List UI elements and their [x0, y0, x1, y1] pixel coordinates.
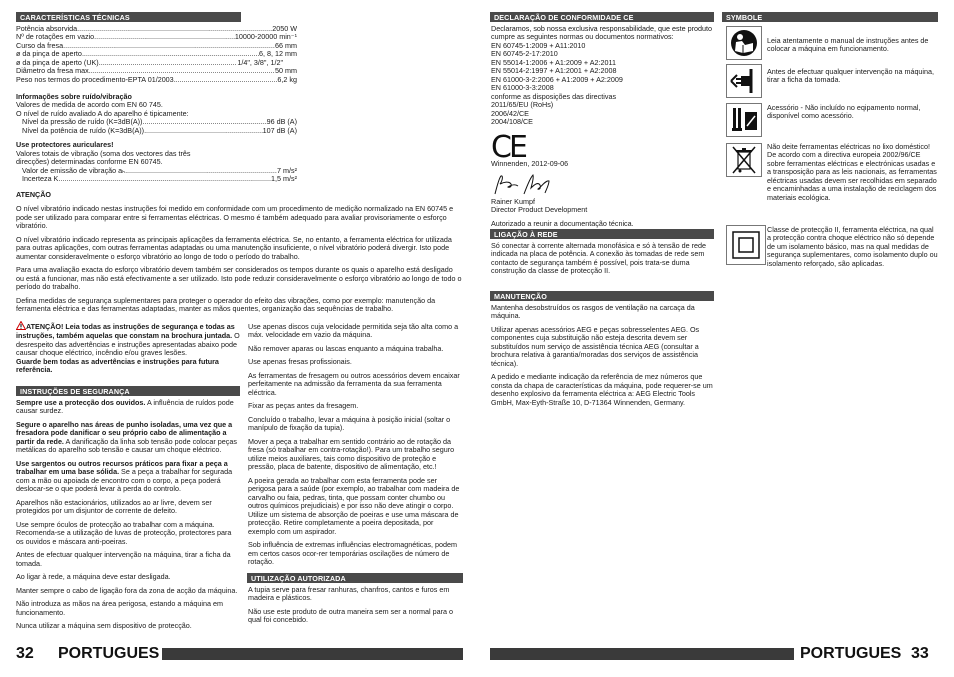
- page-number-left: 32: [16, 645, 34, 662]
- authorized-use-header: UTILIZAÇÃO AUTORIZADA: [247, 573, 463, 583]
- safety-item: As ferramentas de fresagem ou outros acessórios devem encaixar perfeitamente na admissão da ferramenta da sua ferramenta eléctrica.: [248, 370, 460, 397]
- language-label-right: PORTUGUES: [800, 645, 902, 662]
- mains-connection-text: [491, 242, 713, 281]
- vibration-intro: Valores totais de vibração (soma dos vectores das três direcções) determinadas conforme EN 60745.: [16, 148, 191, 167]
- ce-norm: EN 60745-2-17:2010: [491, 49, 558, 59]
- safety-item: Aparelhos não estacionários, utilizados ao ar livre, devem ser protegidos por um disjuntor de corrente de defeito.: [16, 497, 212, 516]
- vibration-row: Valor de emissão de vibração aₕ ..... 7 m/s²: [16, 167, 297, 175]
- ce-norm: EN 55014-2:1997 + A1:2001 + A2:2008: [491, 66, 617, 76]
- ce-norm: EN 55014-1:2006 + A1:2009 + A2:2011: [491, 57, 616, 67]
- footer-bar-left: [162, 648, 463, 660]
- warning-block: [16, 321, 240, 380]
- unplug-icon: [726, 64, 762, 98]
- read-manual-icon: [726, 26, 762, 60]
- spec-row: Curso da fresa ..... 66 mm: [16, 42, 297, 50]
- vibration-row: Incerteza K ..... 1,5 m/s²: [16, 175, 297, 183]
- atencao-paragraph: O nível vibratório indicado nestas instruções foi medido em conformidade com um procedimento de medição normalizado na EN 60745 e pode ser utilizado para comparar entre si ferramentas eléctricas. O mesmo é também adequado para avaliar provisoriamente o esforço vibratório.: [16, 204, 454, 231]
- safety-item: Nunca utilizar a máquina sem dispositivo de protecção.: [16, 621, 192, 631]
- safety-list: [16, 399, 240, 636]
- safety-item: Segure o aparelho nas áreas de punho isoladas, uma vez que a fresadora pode danificar o seu próprio cabo de alimentação a partir da rede. A danificação da linha sob tensão pode colocar peças metálicas do aparelho sob tensão e causar um choque eléctrico.: [16, 419, 237, 455]
- safety-item: Ao ligar à rede, a máquina deve estar desligada.: [16, 572, 171, 582]
- signer-title: Director Product Development: [491, 205, 588, 215]
- footer-bar-right: [490, 648, 794, 660]
- spec-row: ø da pinça de aperto ..... 6, 8, 12 mm: [16, 50, 297, 58]
- atencao-title: ATENÇÃO: [16, 190, 52, 199]
- noise-vibration-block: [16, 93, 297, 184]
- symbol-description: Antes de efectuar qualquer intervenção na máquina, tirar a ficha da tomada.: [767, 67, 935, 85]
- signer-name: Rainer Kumpf: [491, 197, 535, 206]
- signature-icon: [491, 172, 586, 198]
- symbol-description: Classe de protecção II, ferramenta eléctrica, na qual a protecção contra choque eléctrico não só depende de um isolamento básico, mas na qual medidas de segurança suplementares, como isolamento duplo ou isolamento reforçado, são aplicadas.: [767, 225, 938, 268]
- warning-text: ATENÇÃO! Leia todas as instruções de segurança e todas as instruções, também aquelas que constam na brochura juntada. O desrespeito das advertências e instruções apresentadas abaixo pode causar choque eléctrico, incêndio e/ou graves lesões.: [16, 322, 240, 358]
- maintenance-header: MANUTENÇÃO: [490, 291, 714, 301]
- safety-item: Use apenas discos cuja velocidade permitida seja tão alta como a máx. velocidade em vazio da máquina.: [248, 322, 459, 340]
- safety-item: Antes de efectuar qualquer intervenção na máquina, tirar a ficha da tomada.: [16, 550, 231, 568]
- noise-row: Nível da pressão de ruído (K=3dB(A)) ..... 96 dB (A): [16, 118, 297, 126]
- symbol-description: Acessório - Não incluído no eqipamento normal, disponível como acessório.: [767, 103, 921, 121]
- warning-keep: Guarde bem todas as advertências e instruções para futura referência.: [16, 356, 219, 375]
- safety-header: INSTRUÇÕES DE SEGURANÇA: [16, 386, 240, 396]
- spec-row: Peso nos termos do procedimento-EPTA 01/2003 ..... 6,2 kg: [16, 76, 297, 84]
- noise-row: Nível da potência de ruído (K=3dB(A)) ..... 107 dB (A): [16, 127, 297, 135]
- authorized-use-paragraph: A tupia serve para fresar ranhuras, chanfros, cantos e furos em madeira e plásticos.: [248, 585, 450, 603]
- spec-row: ø da pinça de aperto (UK) ..... 1/4", 3/8", 1/2": [16, 59, 283, 67]
- safety-item: Sempre use a protecção dos ouvidos. A influência de ruídos pode causar surdez.: [16, 398, 234, 416]
- safety-item: Use sargentos ou outros recursos práticos para fixar a peça a trabalhar em uma base sólida. Se a peça a trabalhar for segurada com a mão ou apoiada de encontro com o corpo, a peça poderá deslocar-se o que poderá levar à perda do controlo.: [16, 458, 233, 494]
- safety-list-continued: [248, 323, 462, 572]
- ce-norm: EN 60745-1:2009 + A11:2010: [491, 40, 586, 50]
- ce-norm: 2011/65/EU (RoHs): [491, 100, 554, 110]
- ce-norm: EN 61000-3-3:2008: [491, 83, 554, 93]
- ce-norm: EN 61000-3-2:2006 + A1:2009 + A2:2009: [491, 74, 623, 84]
- safety-item: A poeira gerada ao trabalhar com esta ferramenta pode ser perigosa para a saúde (por exemplo, ao trabalhar com madeira de carvalho ou faia, pedras, tinta, que possam conter chumbo ou outros químicos prejudiciais) e por isso não deve atingir o corpo. Utilize um sistema de absorção de poeiras e use uma máscara de protecção. Retire completamente a poeira depositada, por exemplo com um aspirador.: [248, 475, 460, 536]
- safety-item: Manter sempre o cabo de ligação fora da zona de acção da máquina.: [16, 585, 238, 595]
- spec-row: Potência absorvida ..... 2050 W: [16, 25, 297, 33]
- accessory-icon: [726, 103, 762, 137]
- safety-item: Use sempre óculos de protecção ao trabalhar com a máquina. Recomenda-se a utilização de luvas de protecção, protectores para os ouvidos e máscara anti-poeiras.: [16, 519, 232, 546]
- signer-block: [491, 198, 713, 228]
- noise-intro: Valores de medida de acordo com EN 60 745.: [16, 100, 163, 110]
- noise-title: Informações sobre ruído/vibração: [16, 92, 132, 101]
- ce-norm: 2006/42/CE: [491, 108, 529, 118]
- ce-intro: Declaramos, sob nossa exclusiva responsabilidade, que este produto cumpre as seguintes normas ou documentos normativos:: [491, 24, 712, 42]
- ce-declaration-header: DECLARAÇÃO DE CONFORMIDADE CE: [490, 12, 714, 22]
- mains-connection-header: LIGAÇÃO À REDE: [490, 229, 714, 239]
- safety-item: Use apenas fresas profissionais.: [248, 357, 352, 367]
- symbol-description: Não deite ferramentas eléctricas no lixo doméstico! De acordo com a directiva europeia 2002/96/CE sobre ferramentas eléctricas e electrónicas usadas e a transposição para as leis nacionais, as ferramentas eléctricas usadas devem ser recolhidas em separado e encaminhadas a uma instalação de reciclagem dos materiais ecológica.: [767, 142, 937, 202]
- ce-declaration-text: [491, 25, 713, 127]
- safety-item: Não introduza as mãos na área perigosa, estando a máquina em funcionamento.: [16, 599, 223, 617]
- spec-row: Diâmetro da fresa max. ..... 50 mm: [16, 67, 297, 75]
- safety-item: Fixar as peças antes da fresagem.: [248, 401, 359, 411]
- symbol-description: Leia atentamente o manual de instruções antes de colocar a máquina em funcionamento.: [767, 36, 929, 54]
- signer-authorization: Autorizado a reunir a documentação técnica.: [491, 218, 634, 228]
- maintenance-text: [491, 304, 713, 412]
- language-label-left: PORTUGUES: [58, 645, 160, 662]
- safety-item: Não remover aparas ou lascas enquanto a máquina trabalha.: [248, 343, 444, 353]
- maintenance-paragraph: Utilizar apenas acessórios AEG e peças sobresselentes AEG. Os componentes cuja substituição não esteja descrita devem ser substituídos num serviço de assistência técnica AEG (consultar a brochura relativa à garantia/moradas dos serviços de assistência técnica).: [491, 324, 700, 368]
- tech-specs-list: [16, 25, 297, 84]
- place-date: Winnenden, 2012-09-06: [491, 159, 569, 168]
- ce-mark-icon: CE: [491, 130, 525, 165]
- tech-specs-header: CARACTERÍSTICAS TÉCNICAS: [16, 12, 241, 22]
- atencao-paragraph: O nível vibratório indicado representa as principais aplicações da ferramenta eléctrica. Se, no entanto, a ferramenta eléctrica for utilizada para outras aplicações, com outras ferramentas adaptadas ou uma manutenção insuficiente, o nível vibratório poderá divergir. Isto pode aumentar consideravelmente o esforço vibratório ao longo de todo o período do trabalho.: [16, 234, 452, 261]
- ce-norm: conforme as disposições das directivas: [491, 91, 617, 101]
- mains-connection-paragraph: Só conectar à corrente alternada monofásica e só à tensão de rede indicada na placa de potência. A conexão às tomadas de rede sem contacto de segurança também é possível, pois trata-se duma construção da classe de protecção II.: [491, 241, 706, 276]
- ear-protection-note: Use protectores auriculares!: [16, 140, 114, 150]
- authorized-use-text: [248, 586, 462, 630]
- atencao-paragraph: Para uma avaliação exacta do esforço vibratório devem também ser considerados os tempos durante os quais o aparelho está desligado ou está a funcionar, mas não está efectivamente a ser utilizado. Isto pode reduzir consideravelmente o esforço vibratório ao longo de todo o período do trabalho.: [16, 265, 462, 292]
- safety-item: Mover a peça a trabalhar em sentido contrário ao de rotação da fresa (só trabalhar em contra-rotação!). Para um trabalho seguro utilize meios auxiliares, tais como dispositivo de proteção e pressão, placa de batente, dispositivo de alimentação, etc.!: [248, 436, 455, 472]
- page-number-right: 33: [911, 645, 929, 662]
- maintenance-paragraph: Mantenha desobstruídos os rasgos de ventilação na carcaça da máquina.: [491, 303, 695, 321]
- authorized-use-paragraph: Não use este produto de outra maneira sem ser a normal para o qual foi concebido.: [248, 606, 453, 625]
- atencao-paragraph: Defina medidas de segurança suplementares para proteger o operador do efeito das vibrações, como por exemplo: manutenção da ferramenta eléctrica e das ferramentas adaptadas, manter as mãos quentes, organização das sequências de trabalho.: [16, 295, 436, 314]
- spec-row: Nº de rotações em vazio ..... 10000-20000 min⁻¹: [16, 33, 297, 41]
- maintenance-paragraph: A pedido e mediante indicação da referência de mez números que consta da chapa de características da máquina, pode requerer-se um desenho explosivo da ferramenta eléctrica a: AEG Electric Tools GmbH, Max-Eyth-Straße 10, D-71364 Winnenden, Germany.: [491, 372, 713, 407]
- symbols-header: SYMBOLE: [722, 12, 938, 22]
- safety-item: Concluído o trabalho, levar a máquina à posição inicial (soltar o manípulo de fixação da tupia).: [248, 414, 451, 433]
- safety-item: Sob influência de extremas influências electromagnéticas, podem em certos casos ocor-rer temporárias oscilações de número de rotação.: [248, 540, 457, 567]
- ce-norm: 2004/108/CE: [491, 117, 533, 127]
- noise-intro: O nível de ruído avaliado A do aparelho é tipicamente:: [16, 108, 189, 118]
- atencao-block: [16, 191, 462, 319]
- weee-bin-icon: [726, 143, 762, 177]
- class-ii-icon: [726, 225, 766, 265]
